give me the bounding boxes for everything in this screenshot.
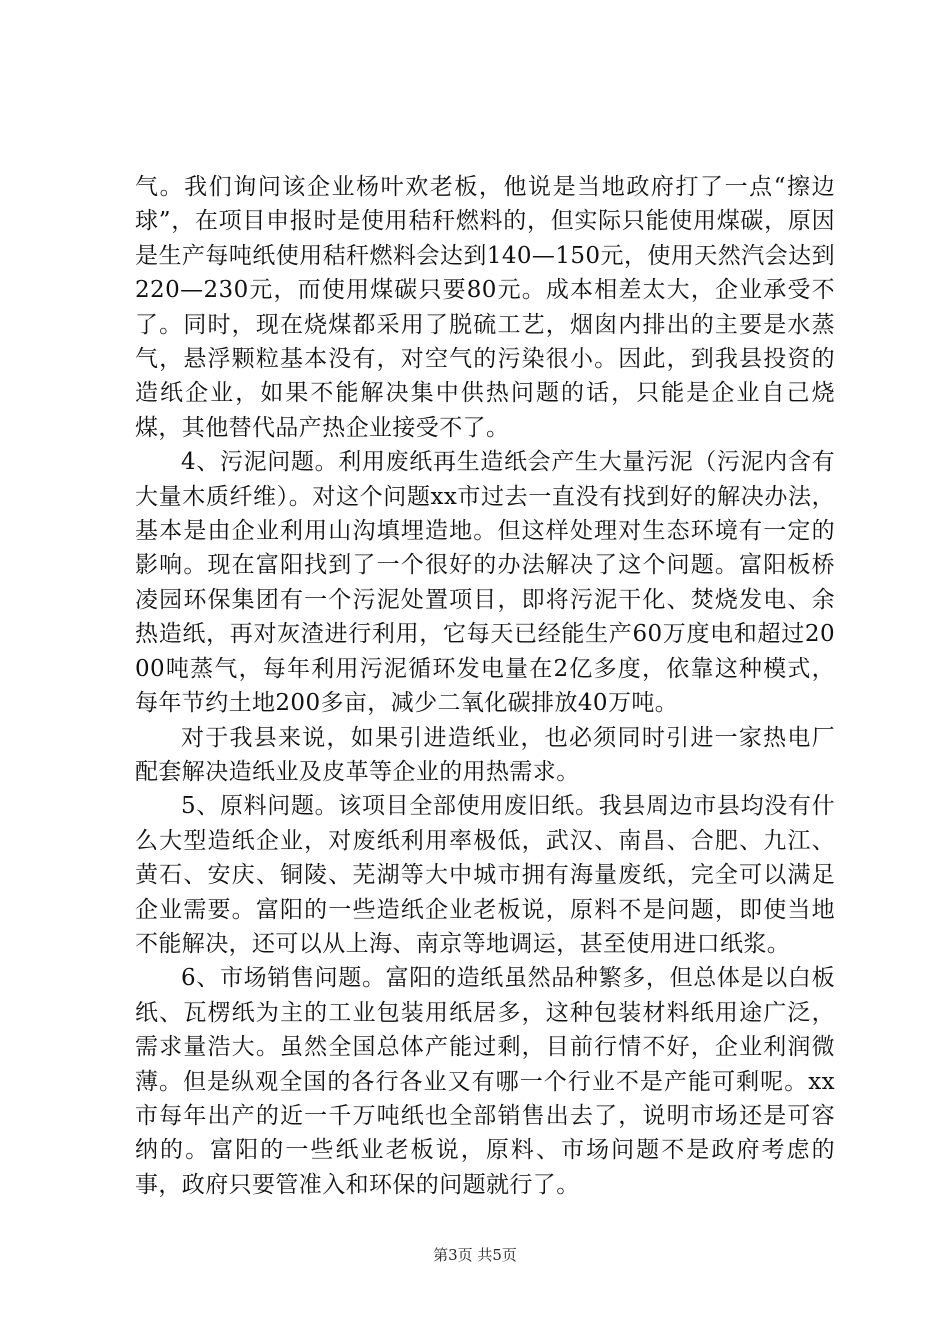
paragraph-raw-material-issue: 5、原料问题。该项目全部使用废旧纸。我县周边市县均没有什么大型造纸企业，对废纸利用率极低，武汉、南昌、合肥、九江、黄石、安庆、铜陵、芜湖等大中城市拥有海量废纸，完全可以满足企业需要。富阳的一些造纸企业老板说，原料不是问题，即使当地不能解决，还可以从上海、南京等地调运，甚至使用进口纸浆。 [135,793,835,957]
document-body [135,170,835,1202]
paragraph-sludge-issue: 4、污泥问题。利用废纸再生造纸会产生大量污泥（污泥内含有大量木质纤维）。对这个问题xx市过去一直没有找到好的解决办法，基本是由企业利用山沟填埋造地。但这样处理对生态环境有一定的影响。现在富阳找到了一个很好的办法解决了这个问题。富阳板桥凌园环保集团有一个污泥处置项目，即将污泥干化、焚烧发电、余热造纸，再对灰渣进行利用，它每天已经能生产60万度电和超过2000吨蒸气，每年利用污泥循环发电量在2亿多度，依靠这种模式，每年节约土地200多亩，减少二氧化碳排放40万吨。 [135,449,835,717]
paragraph-county-note: 对于我县来说，如果引进造纸业，也必须同时引进一家热电厂配套解决造纸业及皮革等企业的用热需求。 [135,724,835,785]
paragraph-market-issue: 6、市场销售问题。富阳的造纸虽然品种繁多，但总体是以白板纸、瓦楞纸为主的工业包装用纸居多，这种包装材料纸用途广泛，需求量浩大。虽然全国总体产能过剩，目前行情不好，企业利润微薄。但是纵观全国的各行各业又有哪一个行业不是产能可剩呢。xx市每年出产的近一千万吨纸也全部销售出去了，说明市场还是可容纳的。富阳的一些纸业老板说，原料、市场问题不是政府考虑的事，政府只要管准入和环保的问题就行了。 [135,965,835,1198]
page-number-footer: 第3页 共5页 [433,1246,517,1264]
paragraph-continuation: 气。我们询问该企业杨叶欢老板，他说是当地政府打了一点“擦边球”，在项目申报时是使用秸秆燃料的，但实际只能使用煤碳，原因是生产每吨纸使用秸秆燃料会达到140—150元，使用天然汽会达到220—230元，而使用煤碳只要80元。成本相差太大，企业承受不了。同时，现在烧煤都采用了脱硫工艺，烟囱内排出的主要是水蒸气，悬浮颗粒基本没有，对空气的污染很小。因此，到我县投资的造纸企业，如果不能解决集中供热问题的话，只能是企业自己烧煤，其他替代品产热企业接受不了。 [135,174,835,441]
